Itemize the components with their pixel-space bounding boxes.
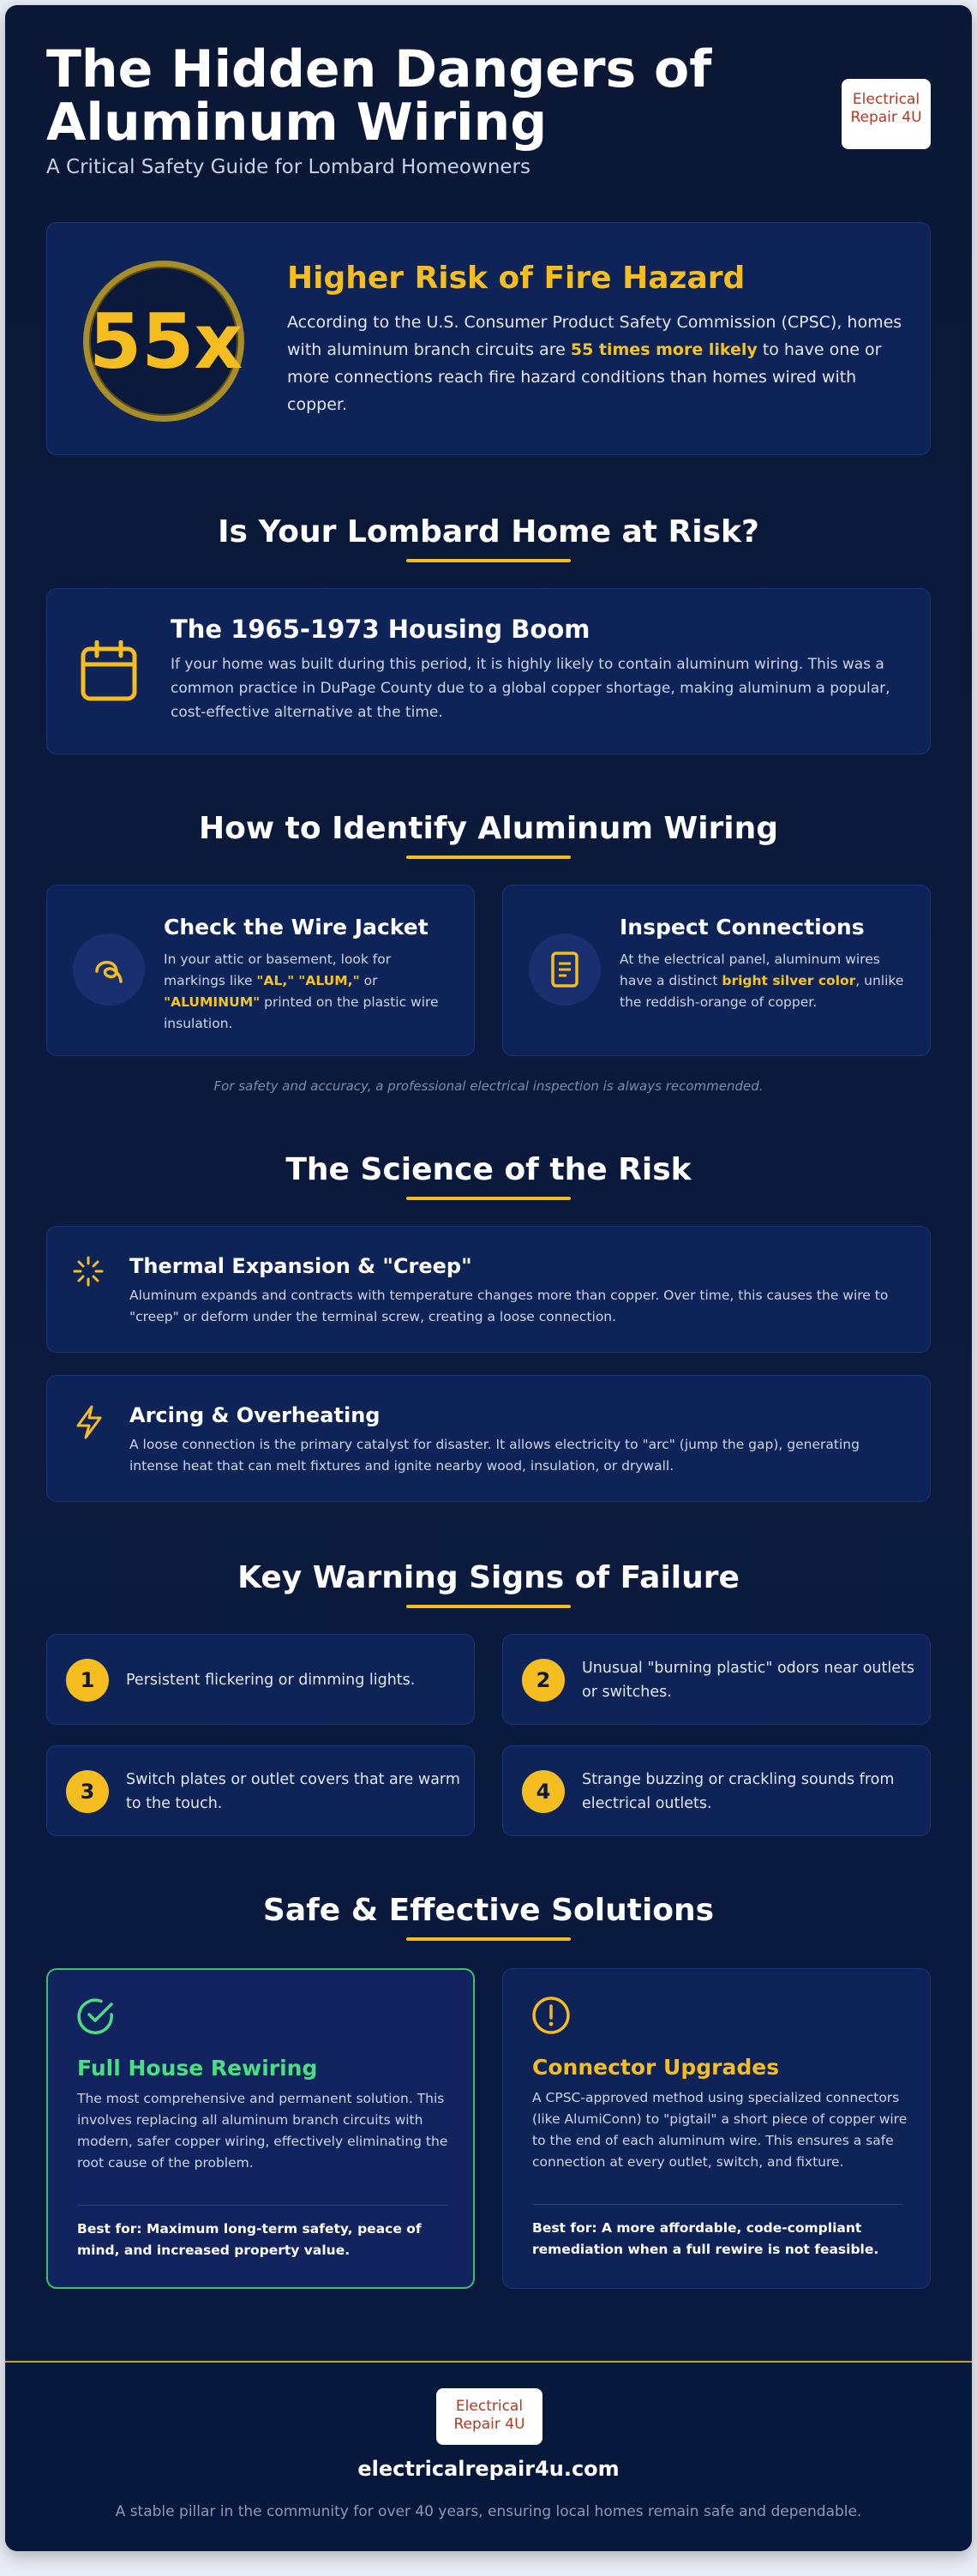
housing-boom-body: If your home was built during this period, it is highly likely to contain aluminum wiring. This was a common practice in DuPage County due to a global copper shortage, making aluminum a popular, cost-effective alternative at the time.: [171, 656, 890, 721]
arcing-card: [46, 1375, 931, 1502]
stat-body-text-end: to have one or more connections reach fire hazard conditions than homes wired with copper.: [287, 340, 882, 414]
thermal-expansion-card: [46, 1226, 931, 1353]
full-rewiring-title: Full House Rewiring: [77, 2056, 318, 2081]
page-subtitle: A Critical Safety Guide for Lombard Homeowners: [46, 156, 530, 178]
warning-text: Unusual "burning plastic" odors near outlets or switches.: [582, 1660, 914, 1701]
electrical-panel-icon: [549, 951, 580, 992]
inspect-connections-body: [620, 949, 908, 1013]
wire-jacket-title: Check the Wire Jacket: [164, 915, 429, 940]
warning-sign-item: [502, 1745, 931, 1836]
sun-icon: [73, 1256, 104, 1290]
fire-risk-stat-card: [46, 222, 931, 455]
connections-text-end: , unlike the reddish-orange of copper.: [620, 973, 904, 1010]
header: [5, 5, 972, 211]
warning-text: Strange buzzing or crackling sounds from electrical outlets.: [582, 1771, 895, 1812]
connector-upgrades-body: A CPSC-approved method using specialized connectors (like AlumiConn) to "pigtail" a short piece of copper wire to the end of each aluminum wire. This ensures a safe connection at every outlet, switch, and fixture.: [532, 2090, 908, 2170]
arcing-title: Arcing & Overheating: [129, 1403, 381, 1427]
divider: [532, 2204, 902, 2205]
marking-alum: "ALUM,": [298, 973, 360, 988]
warning-sign-item: [46, 1745, 475, 1836]
warning-number-badge: 3: [66, 1770, 109, 1813]
connector-upgrades-best-for: Best for: A more affordable, code-compliant remediation when a full rewire is not feasible.: [532, 2220, 879, 2257]
logo-line-2: Repair 4U: [453, 2416, 525, 2433]
lightning-icon: [75, 1405, 104, 1443]
section-underline: [406, 559, 571, 562]
divider: [77, 2205, 447, 2206]
connector-upgrades-card: [502, 1968, 931, 2289]
footer-logo: [436, 2388, 542, 2445]
infographic-page: [5, 5, 972, 2551]
section-underline: [406, 1605, 571, 1608]
stat-circle: [83, 261, 244, 422]
section-underline: [406, 1197, 571, 1200]
full-rewiring-best-for: Best for: Maximum long-term safety, peace of mind, and increased property value.: [77, 2221, 422, 2258]
silver-color-highlight: bright silver color: [722, 973, 856, 988]
section-title-risk: Is Your Lombard Home at Risk?: [218, 514, 759, 549]
thermal-expansion-body: Aluminum expands and contracts with temperature changes more than copper. Over time, this causes the wire to "creep" or deform under the terminal screw, creating a loose connection.: [129, 1288, 889, 1324]
marking-aluminum: "ALUMINUM": [164, 994, 261, 1010]
wire-jacket-card: [46, 885, 475, 1056]
full-rewiring-body: The most comprehensive and permanent solution. This involves replacing all aluminum branch circuits with modern, safer copper wiring, effectively eliminating the root cause of the problem.: [77, 2091, 448, 2171]
warning-number-badge: 4: [522, 1770, 565, 1813]
logo-line-1: Electrical: [455, 2398, 524, 2415]
warning-text: Persistent flickering or dimming lights.: [126, 1672, 416, 1689]
logo-line-1: Electrical: [852, 91, 920, 108]
stat-body: [287, 309, 904, 418]
section-underline: [406, 1937, 571, 1941]
logo-line-2: Repair 4U: [850, 109, 922, 126]
section-title-warnings: Key Warning Signs of Failure: [237, 1560, 740, 1595]
alert-circle-icon: [530, 1995, 572, 2039]
section-title-identify: How to Identify Aluminum Wiring: [198, 811, 779, 846]
warning-sign-item: [46, 1634, 475, 1725]
website-link[interactable]: electricalrepair4u.com: [357, 2457, 620, 2481]
company-logo: [842, 79, 931, 149]
housing-boom-card: [46, 588, 931, 754]
inspection-note: For safety and accuracy, a professional electrical inspection is always recommended.: [213, 1078, 764, 1094]
footer-tagline: A stable pillar in the community for over 40 years, ensuring local homes remain safe and dependable.: [115, 2503, 862, 2520]
warning-number-badge: 2: [522, 1659, 565, 1702]
inspect-connections-card: [502, 885, 931, 1056]
stat-highlight: 55 times more likely: [570, 340, 758, 359]
arcing-body: A loose connection is the primary catalyst for disaster. It allows electricity to "arc" (jump the gap), generating intense heat that can melt fixtures and ignite nearby wood, insulation, or drywall.: [129, 1437, 860, 1474]
wire-jacket-body: [164, 949, 452, 1035]
full-rewiring-card: [46, 1968, 475, 2289]
icon-circle: [73, 934, 145, 1006]
warning-sign-item: [502, 1634, 931, 1725]
stat-number: 55x: [89, 297, 243, 386]
page-title: The Hidden Dangers of Aluminum Wiring: [46, 39, 712, 153]
thermal-expansion-title: Thermal Expansion & "Creep": [129, 1254, 472, 1278]
warning-text: Switch plates or outlet covers that are warm to the touch.: [126, 1771, 460, 1812]
housing-boom-title: The 1965-1973 Housing Boom: [171, 615, 590, 644]
marking-al: "AL,": [256, 973, 295, 988]
calendar-icon: [80, 640, 138, 706]
connections-text: At the electrical panel, aluminum wires have a distinct: [620, 952, 880, 988]
stat-title: Higher Risk of Fire Hazard: [287, 261, 746, 296]
stat-body-text: According to the U.S. Consumer Product Safety Commission (CPSC), homes with aluminum branch circuits are: [287, 313, 902, 359]
warning-number-badge: 1: [66, 1659, 109, 1702]
section-title-solutions: Safe & Effective Solutions: [262, 1893, 715, 1928]
icon-circle: [529, 934, 601, 1006]
section-underline: [406, 856, 571, 859]
wire-jacket-text: In your attic or basement, look for markings like: [164, 952, 392, 988]
check-circle-icon: [75, 1996, 117, 2040]
footer-divider: [5, 2361, 972, 2363]
wire-icon: [92, 952, 126, 990]
connector-upgrades-title: Connector Upgrades: [532, 2055, 780, 2080]
wire-jacket-text-end: printed on the plastic wire insulation.: [164, 994, 439, 1031]
section-title-science: The Science of the Risk: [285, 1152, 692, 1187]
wire-jacket-text-or: or: [359, 973, 378, 988]
inspect-connections-title: Inspect Connections: [620, 915, 865, 940]
